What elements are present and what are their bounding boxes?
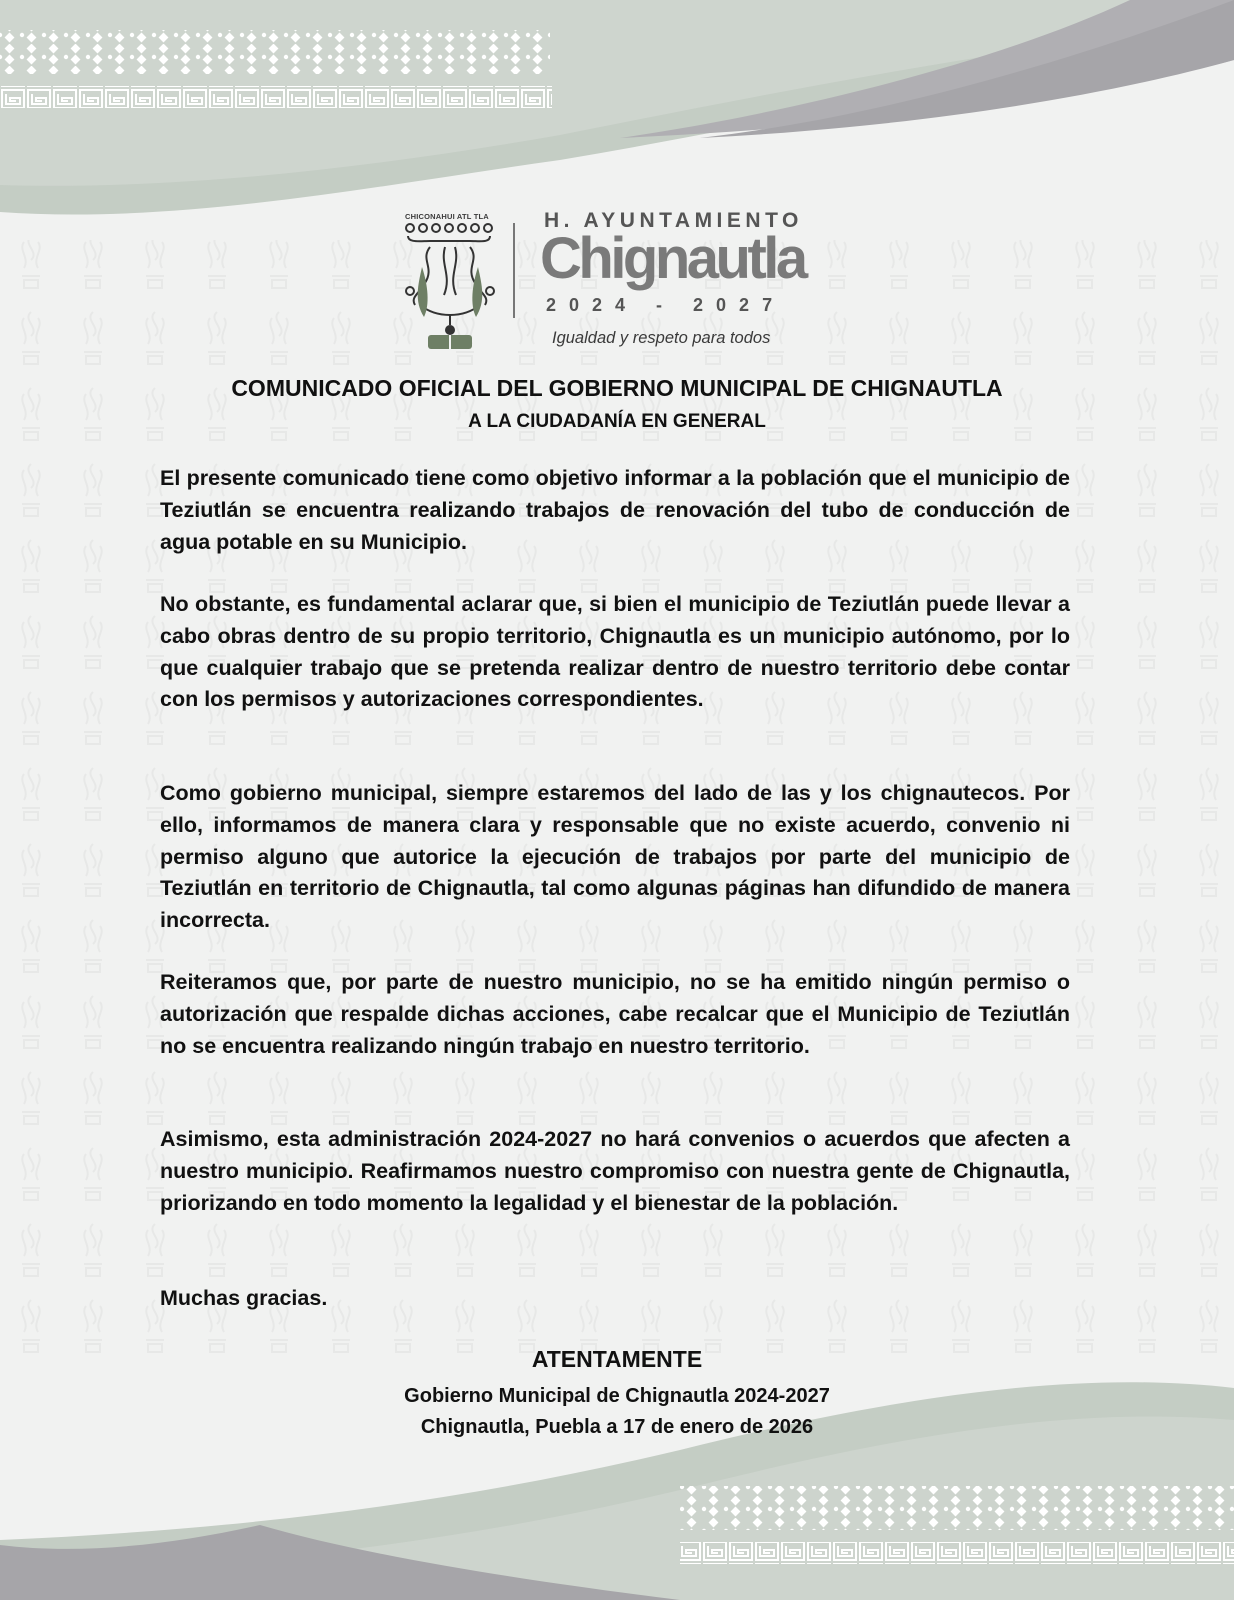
place-date: Chignautla, Puebla a 17 de enero de 2026 (420, 1416, 814, 1438)
paragraph-6: Muchas gracias. (160, 1286, 328, 1310)
logo-municipality-name: Chignautla (540, 226, 805, 291)
glyph-emblem (400, 205, 500, 355)
paragraph-3: Como gobierno municipal, siempre estaremos del lado de las y los chignautecos. Por ello, informamos de manera clara y responsable que no existe acuerdo, convenio ni permiso alguno que autorice la ejecución de trabajos por parte del municipio de Teziutlán en territorio de Chignautla, tal como algunas páginas han difundido de manera incorrecta. (160, 781, 1070, 933)
paragraph-2: No obstante, es fundamental aclarar que, si bien el municipio de Teziutlán puede llevar a cabo obras dentro de su propio territorio, Chignautla es un municipio autónomo, por lo que cualquier trabajo que se pretenda realizar dentro de nuestro territorio debe contar con los permisos y autorizaciones correspondientes. (160, 592, 1070, 712)
closing-atentamente: ATENTAMENTE (531, 1346, 703, 1372)
paragraph-1: El presente comunicado tiene como objetivo informar a la población que el municipio de Teziutlán se encuentra realizando trabajos de renovación del tubo de conducción de agua potable en su Municipio. (160, 466, 1070, 554)
logo-years: 2024 - 2027 (546, 295, 786, 315)
document-subtitle: A LA CIUDADANÍA EN GENERAL (468, 411, 766, 432)
document-title: COMUNICADO OFICIAL DEL GOBIERNO MUNICIPAL DE CHIGNAUTLA (231, 375, 1003, 401)
paragraph-5: Asimismo, esta administración 2024-2027 no hará convenios o acuerdos que afecten a nuestro municipio. Reafirmamos nuestro compromiso con nuestra gente de Chignautla, priorizando en todo momento la legalidad y el bienestar de la población. (160, 1127, 1070, 1215)
logo-divider (513, 223, 515, 318)
municipal-logo (400, 205, 840, 355)
signer-name: Gobierno Municipal de Chignautla 2024-2027 (404, 1385, 830, 1407)
logo-ayuntamiento: H. AYUNTAMIENTO (544, 209, 803, 232)
aztec-glyph-icon (400, 205, 500, 355)
glyph-label: CHICONAHUI ATL TLA (405, 212, 489, 221)
logo-slogan: Igualdad y respeto para todos (552, 329, 771, 347)
paragraph-4: Reiteramos que, por parte de nuestro municipio, no se ha emitido ningún permiso o autorización que respalde dichas acciones, cabe recalcar que el Municipio de Teziutlán no se encuentra realizando ningún trabajo en nuestro territorio. (160, 970, 1070, 1058)
